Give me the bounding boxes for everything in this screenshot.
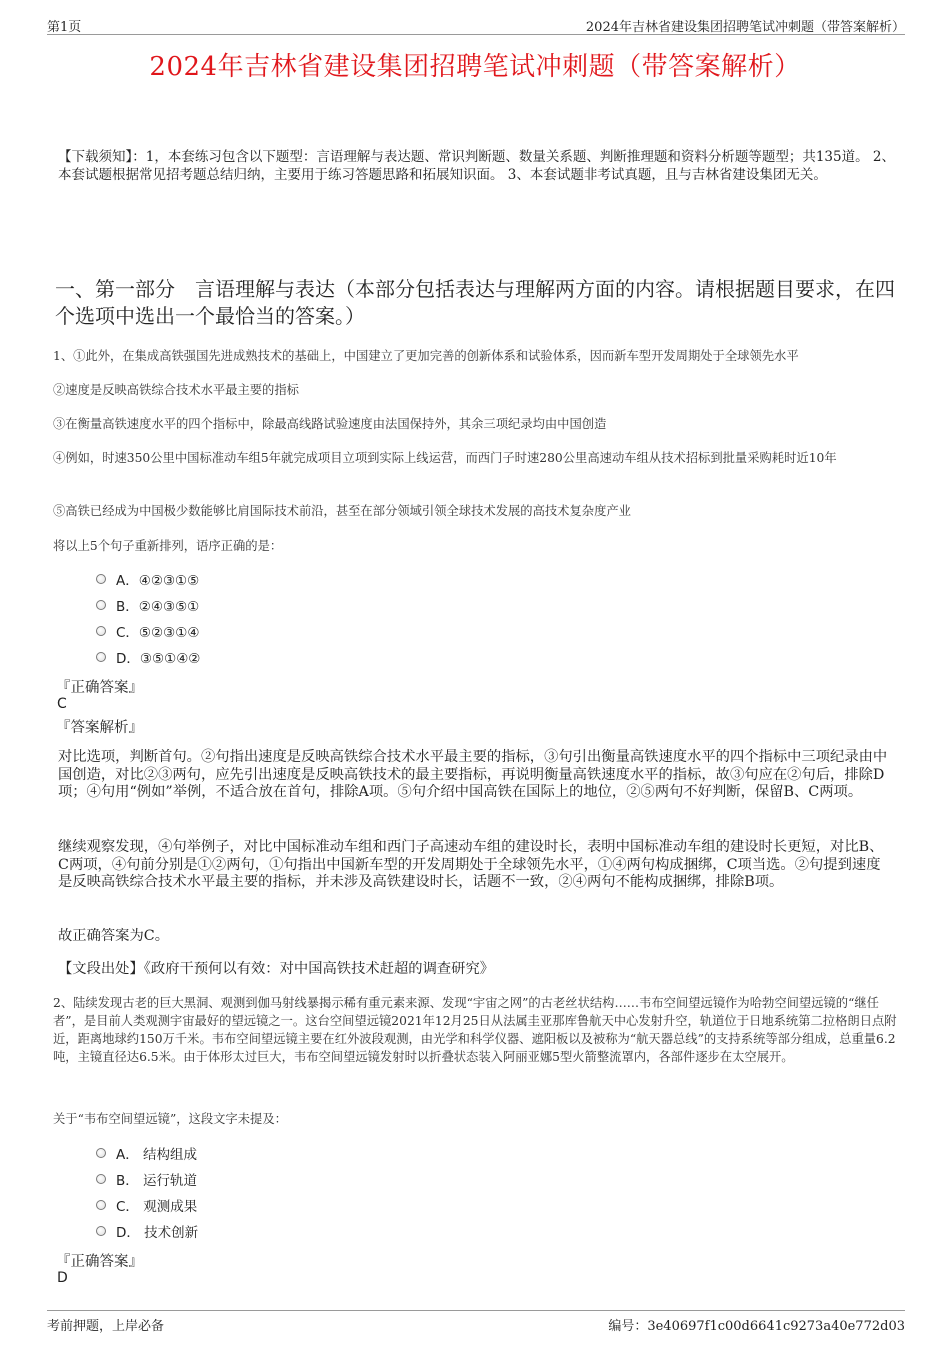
radio-icon[interactable]	[96, 1200, 106, 1210]
radio-icon[interactable]	[96, 1148, 106, 1158]
q1-sentence-2: ②速度是反映高铁综合技术水平最主要的指标	[53, 383, 299, 397]
q2-passage: 2、陆续发现古老的巨大黑洞、观测到伽马射线暴揭示稀有重元素来源、发现“宇宙之网”的古老丝状结构……韦布空间望远镜作为哈勃空间望远镜的“继任者”，是目前人类观测宇宙最好的望远镜之一。这台空间望远镜2021年12月25日从法属圭亚那库鲁航天中心发射升空，轨道位于日地系统第二拉格朗日点附近，距离地球约150万千米。韦布空间望远镜主要在红外波段观测，由光学和科学仪器、遮阳板以及被称为“航天器总线”的支持系统等部分组成，总重量6.2吨，主镜直径达6.5米。由于体形太过巨大，韦布空间望远镜发射时以折叠状态装入阿丽亚娜5型火箭整流罩内，各部件逐步在太空展开。	[53, 996, 897, 1064]
q1-answer-label: 『正确答案』	[56, 680, 143, 696]
q1-option-d[interactable]: D．③⑤①④②	[96, 644, 200, 670]
document-title: 2024年吉林省建设集团招聘笔试冲刺题（带答案解析）	[149, 52, 801, 82]
radio-icon[interactable]	[96, 626, 106, 636]
page-footer	[47, 1310, 905, 1334]
q2-answer-label: 『正确答案』	[56, 1254, 143, 1270]
q2-option-a[interactable]: A． 结构组成	[96, 1140, 198, 1166]
section-heading: 一、第一部分 言语理解与表达（本部分包括表达与理解两方面的内容。请根据题目要求，在四个选项中选出一个最恰当的答案。）	[55, 277, 895, 328]
q1-option-a[interactable]: A．④②③①⑤	[96, 566, 200, 592]
q1-options	[96, 566, 200, 670]
download-notice: 【下载须知】：1，本套练习包含以下题型：言语理解与表达题、常识判断题、数量关系题、判断推理题和资料分析题等题型；共135道。 2、本套试题根据常见招考题总结归纳，主要用于练习答题思路和拓展知识面。 3、本套试题非考试真题，且与吉林省建设集团无关。	[58, 149, 895, 183]
footer-slogan: 考前押题，上岸必备	[47, 1319, 165, 1334]
q1-sentence-5: ⑤高铁已经成为中国极少数能够比肩国际技术前沿，甚至在部分领域引领全球技术发展的高技术复杂度产业	[53, 504, 631, 518]
footer-code: 编号：3e40697f1c00d6641c9273a40e772d03	[608, 1319, 905, 1334]
q1-sentence-1: 1、①此外，在集成高铁强国先进成熟技术的基础上，中国建立了更加完善的创新体系和试验体系，因而新车型开发周期处于全球领先水平	[53, 349, 799, 363]
page-number: 第1页	[47, 20, 82, 35]
radio-icon[interactable]	[96, 1174, 106, 1184]
q2-option-c[interactable]: C． 观测成果	[96, 1192, 198, 1218]
q1-sentence-3: ③在衡量高铁速度水平的四个指标中，除最高线路试验速度由法国保持外，其余三项纪录均由中国创造	[53, 417, 607, 431]
q1-answer: C	[57, 696, 67, 712]
q1-option-b[interactable]: B．②④③⑤①	[96, 592, 200, 618]
q1-option-c[interactable]: C．⑤②③①④	[96, 618, 200, 644]
page-header	[47, 14, 905, 35]
header-doc-title: 2024年吉林省建设集团招聘笔试冲刺题（带答案解析）	[585, 20, 905, 35]
q1-analysis-para-2: 继续观察发现，④句举例子，对比中国标准动车组和西门子高速动车组的建设时长，表明中国标准动车组的建设时长更短，对比B、C两项，④句前分别是①②两句，①句指出中国新车型的开发周期处于全球领先水平，①④两句构成捆绑，C项当选。②句提到速度是反映高铁综合技术水平最主要的指标，并未涉及高铁建设时长，话题不一致，②④两句不能构成捆绑，排除B项。	[58, 839, 884, 890]
q2-options	[96, 1140, 198, 1244]
q1-source: 【文段出处】《政府干预何以有效：对中国高铁技术赶超的调查研究》	[58, 961, 495, 977]
q1-stem: 将以上5个句子重新排列，语序正确的是：	[53, 539, 283, 553]
radio-icon[interactable]	[96, 600, 106, 610]
q2-answer: D	[57, 1270, 68, 1286]
q2-option-d[interactable]: D． 技术创新	[96, 1218, 198, 1244]
q2-stem: 关于“韦布空间望远镜”，这段文字未提及：	[53, 1112, 287, 1126]
q1-sentence-4: ④例如，时速350公里中国标准动车组5年就完成项目立项到实际上线运营，而西门子时速280公里高速动车组从技术招标到批量采购耗时近10年	[53, 451, 837, 465]
radio-icon[interactable]	[96, 652, 106, 662]
radio-icon[interactable]	[96, 574, 106, 584]
radio-icon[interactable]	[96, 1226, 106, 1236]
q1-analysis-label: 『答案解析』	[56, 720, 143, 736]
q1-analysis-para-1: 对比选项，判断首句。②句指出速度是反映高铁综合技术水平最主要的指标，③句引出衡量高铁速度水平的四个指标中三项纪录由中国创造，对比②③两句，应先引出速度是反映高铁技术的最主要指标，再说明衡量高铁速度水平的指标，故③句应在②句后，排除D项；④句用“例如”举例，不适合放在首句，排除A项。⑤句介绍中国高铁在国际上的地位，②⑤两句不好判断，保留B、C两项。	[58, 749, 888, 800]
q1-analysis-para-3: 故正确答案为C。	[58, 928, 170, 944]
q2-option-b[interactable]: B． 运行轨道	[96, 1166, 198, 1192]
